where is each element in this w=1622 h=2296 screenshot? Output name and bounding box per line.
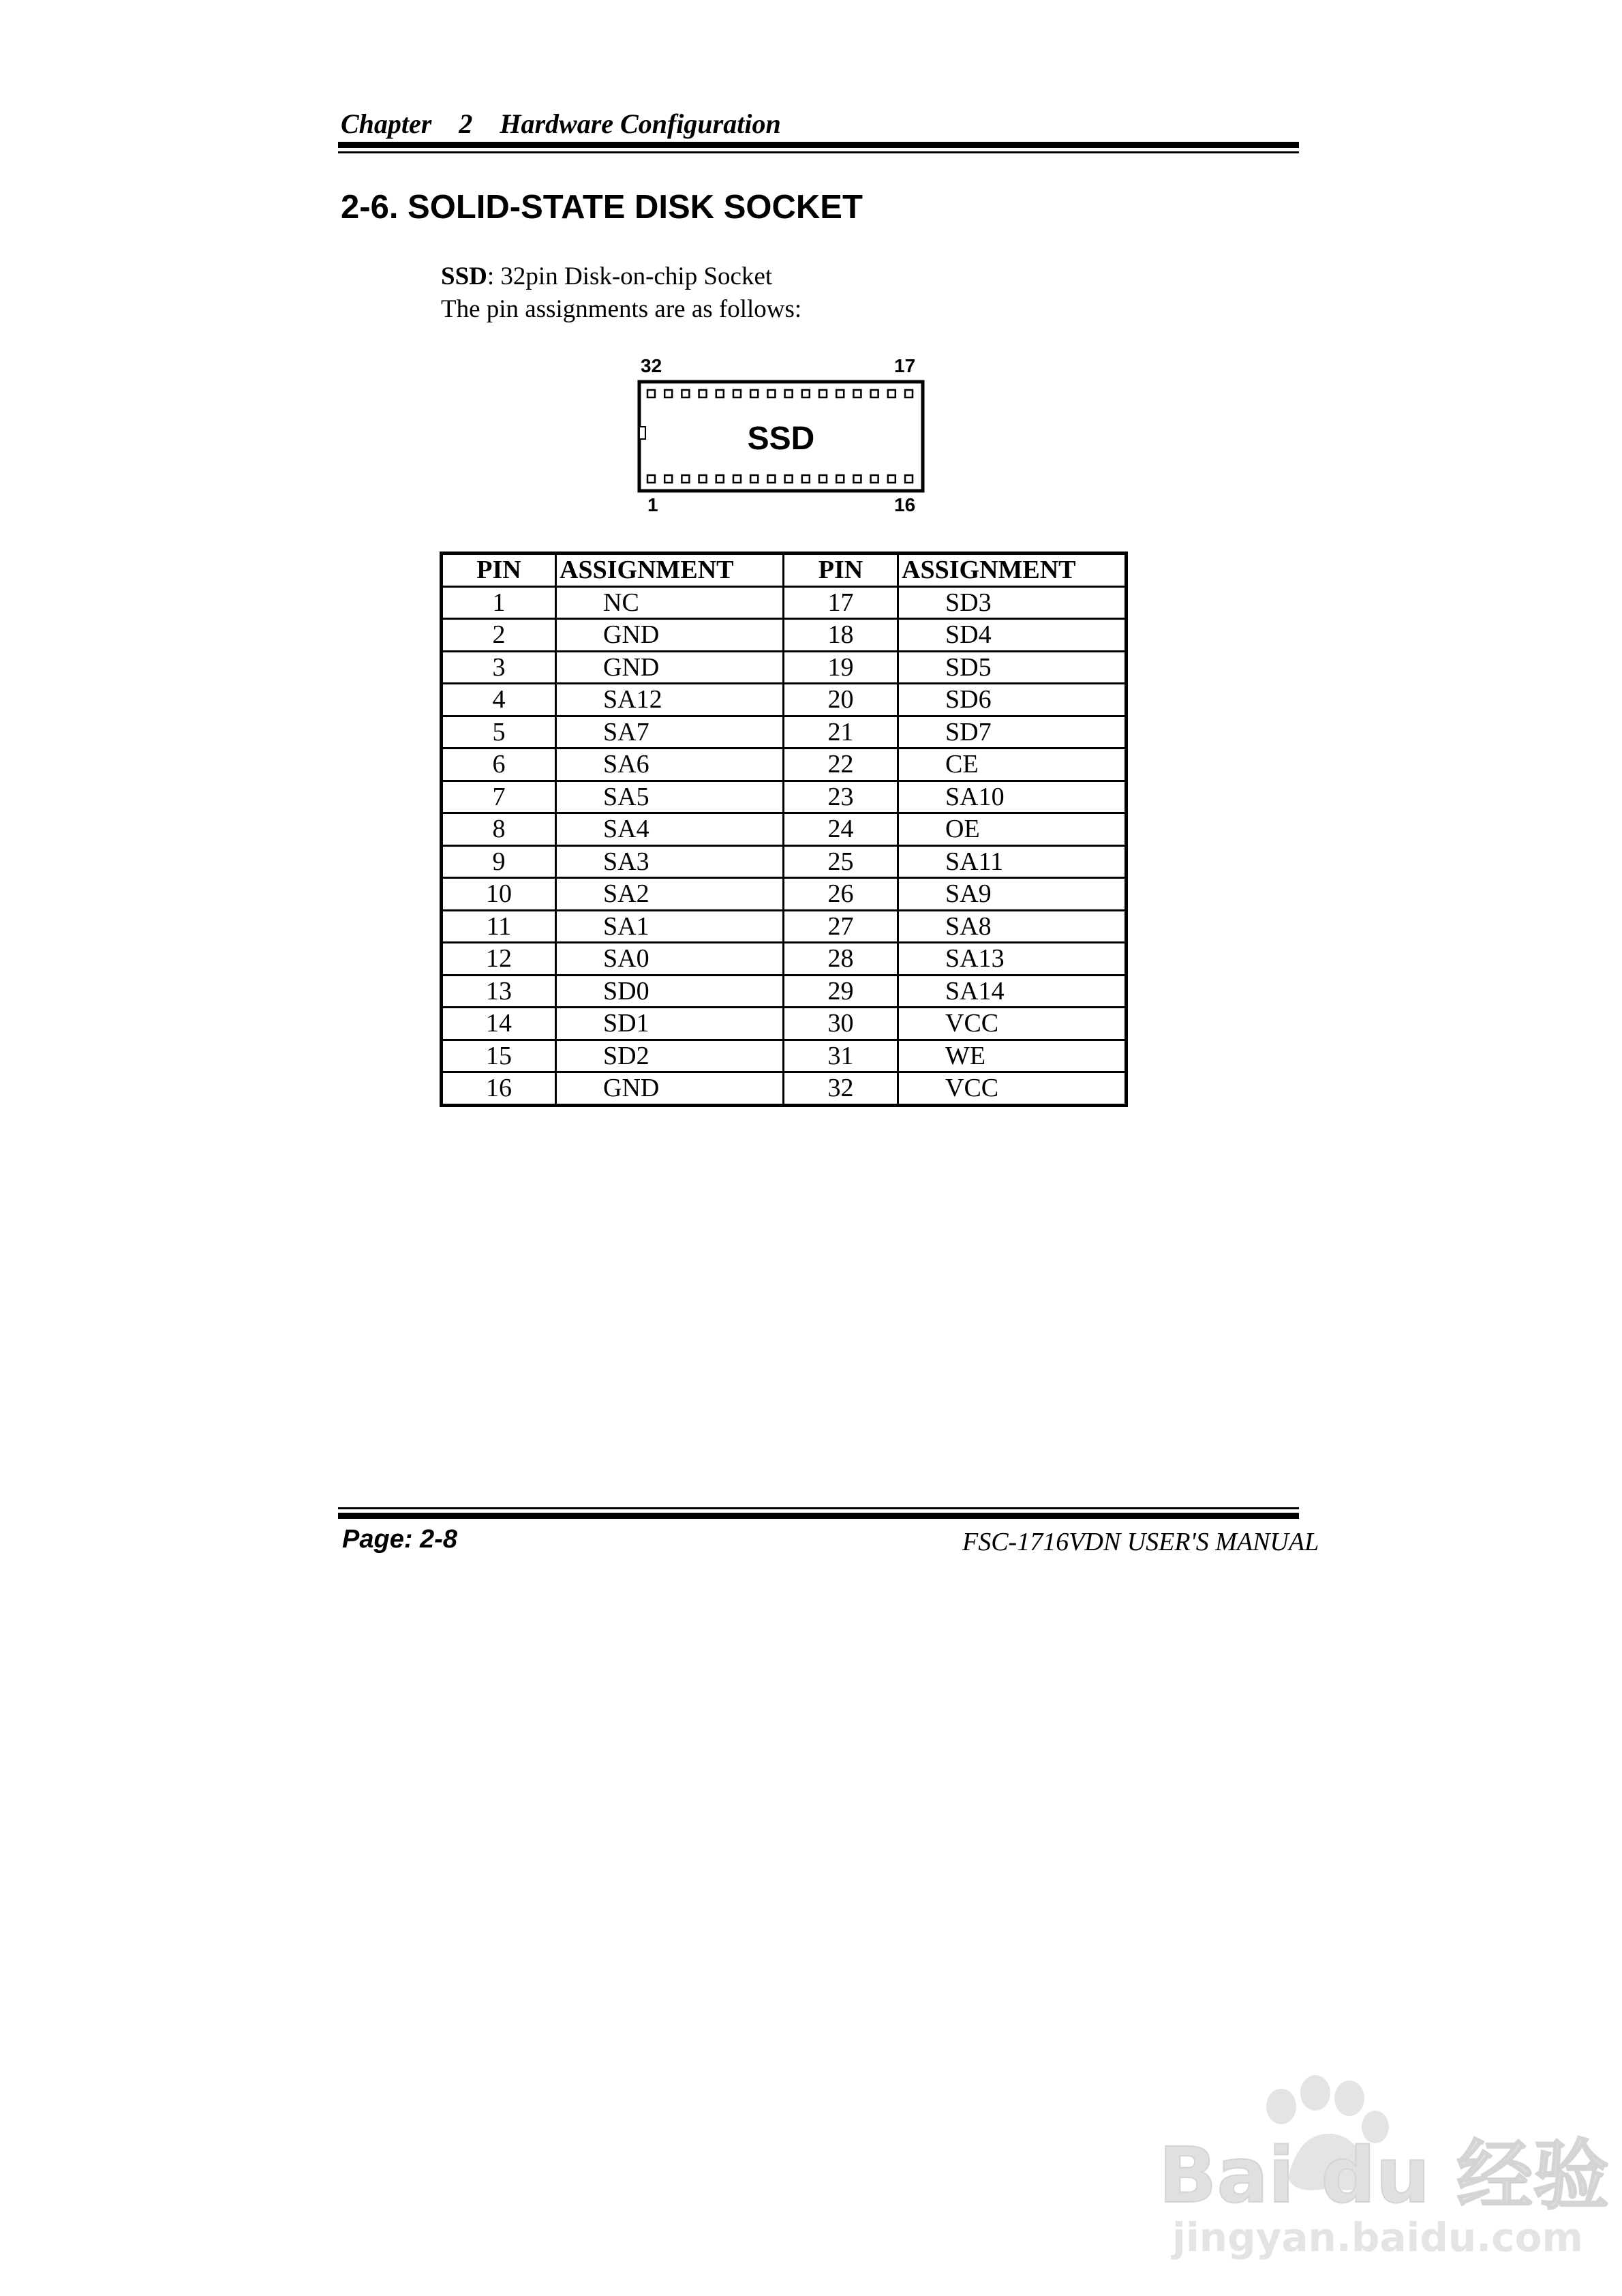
table-row — [442, 1008, 1127, 1040]
pin-number-cell: 27 — [784, 910, 898, 943]
pin-assignment-cell: SA11 — [898, 845, 1127, 878]
pin-assignment-cell: SA0 — [556, 943, 784, 976]
table-header-row — [442, 554, 1127, 587]
socket-pin-top — [767, 390, 775, 397]
table-row — [442, 878, 1127, 911]
pin-number-cell: 15 — [442, 1040, 556, 1072]
socket-pin-bottom — [888, 475, 896, 483]
pin-number-cell: 19 — [784, 651, 898, 684]
pin-number-cell: 1 — [442, 586, 556, 619]
pin-number-cell: 6 — [442, 749, 556, 781]
table-row — [442, 586, 1127, 619]
pin-number-cell: 28 — [784, 943, 898, 976]
pin-number-cell: 26 — [784, 878, 898, 911]
socket-pin-top — [750, 390, 758, 397]
pin-assignment-cell: SA9 — [898, 878, 1127, 911]
page-number: Page: 2-8 — [342, 1525, 457, 1554]
pin-number-cell: 2 — [442, 619, 556, 652]
socket-pin-bottom — [716, 475, 724, 483]
socket-pin-top — [699, 390, 707, 397]
pin-number-cell: 13 — [442, 975, 556, 1008]
pin-assignment-cell: SA6 — [556, 749, 784, 781]
pin-assignment-cell: SD1 — [556, 1008, 784, 1040]
pin-assignment-table — [440, 552, 1128, 1107]
socket-pin-top — [682, 390, 689, 397]
pin-assignment-cell: SD7 — [898, 716, 1127, 749]
pin-table-body — [442, 586, 1127, 1105]
pin-assignment-cell: SA7 — [556, 716, 784, 749]
socket-pin-bottom — [664, 475, 672, 483]
baidu-watermark — [1159, 2059, 1610, 2263]
footer-rule-thick — [338, 1513, 1299, 1519]
pin-assignment-cell: SA3 — [556, 845, 784, 878]
socket-pin-bottom — [836, 475, 844, 483]
chapter-header: Chapter 2 Hardware Configuration — [341, 108, 781, 139]
section-title: 2-6. SOLID-STATE DISK SOCKET — [341, 189, 863, 226]
pin-number-cell: 20 — [784, 684, 898, 716]
pin-assignment-cell: SD6 — [898, 684, 1127, 716]
socket-pin-bottom — [733, 475, 741, 483]
intro-line-1 — [441, 262, 772, 291]
table-row — [442, 619, 1127, 652]
socket-pin-bottom — [699, 475, 707, 483]
pin-number-cell: 18 — [784, 619, 898, 652]
socket-pin-bottom — [647, 475, 655, 483]
table-row — [442, 910, 1127, 943]
socket-pin-bottom — [767, 475, 775, 483]
pin-label-32: 32 — [641, 355, 662, 376]
pin-label-17: 17 — [894, 355, 916, 376]
pin-assignment-cell: WE — [898, 1040, 1127, 1072]
table-row — [442, 684, 1127, 716]
pin-assignment-cell: SD2 — [556, 1040, 784, 1072]
pin-assignment-cell: GND — [556, 619, 784, 652]
socket-pin-bottom — [905, 475, 913, 483]
ssd-description: : 32pin Disk-on-chip Socket — [487, 262, 773, 290]
pin-assignment-cell: NC — [556, 586, 784, 619]
table-row — [442, 845, 1127, 878]
pin-number-cell: 5 — [442, 716, 556, 749]
socket-pin-bottom — [785, 475, 793, 483]
pin-number-cell: 7 — [442, 781, 556, 813]
pin-number-cell: 30 — [784, 1008, 898, 1040]
pin-number-cell: 3 — [442, 651, 556, 684]
header-rule-thin — [338, 151, 1299, 153]
watermark-url: jingyan.baidu.com — [1172, 2214, 1583, 2261]
pin-number-cell: 17 — [784, 586, 898, 619]
ssd-chip-label: SSD — [747, 421, 815, 457]
pin-number-cell: 25 — [784, 845, 898, 878]
header-pin: PIN — [784, 554, 898, 587]
pin-assignment-cell: SA10 — [898, 781, 1127, 813]
pin-number-cell: 24 — [784, 813, 898, 846]
table-row — [442, 1040, 1127, 1072]
header-rule-thick — [338, 142, 1299, 148]
socket-pin-top — [871, 390, 878, 397]
pin-number-cell: 23 — [784, 781, 898, 813]
table-row — [442, 651, 1127, 684]
table-row — [442, 975, 1127, 1008]
table-row — [442, 781, 1127, 813]
pin-assignment-cell: SA8 — [898, 910, 1127, 943]
socket-pin-bottom — [871, 475, 878, 483]
header-assignment: ASSIGNMENT — [898, 554, 1127, 587]
pin-assignment-cell: SA1 — [556, 910, 784, 943]
footer-rule-thin — [338, 1507, 1299, 1509]
manual-title: FSC-1716VDN USER'S MANUAL — [962, 1528, 1319, 1556]
pin-assignment-cell: VCC — [898, 1072, 1127, 1106]
header-pin: PIN — [442, 554, 556, 587]
header-assignment: ASSIGNMENT — [556, 554, 784, 587]
socket-pin-top — [819, 390, 827, 397]
table-row — [442, 943, 1127, 976]
pin-number-cell: 11 — [442, 910, 556, 943]
intro-line-2: The pin assignments are as follows: — [441, 295, 802, 323]
pin-number-cell: 12 — [442, 943, 556, 976]
socket-pin-bottom — [750, 475, 758, 483]
pin-assignment-cell: VCC — [898, 1008, 1127, 1040]
pin-number-cell: 21 — [784, 716, 898, 749]
pin-assignment-cell: OE — [898, 813, 1127, 846]
ssd-term: SSD — [441, 262, 487, 290]
socket-pin-top — [853, 390, 861, 397]
socket-pin-top — [905, 390, 913, 397]
socket-pin-top — [888, 390, 896, 397]
table-row — [442, 1072, 1127, 1106]
socket-pin-top — [785, 390, 793, 397]
pin-assignment-cell: SD4 — [898, 619, 1127, 652]
pin-assignment-cell: CE — [898, 749, 1127, 781]
pin-number-cell: 8 — [442, 813, 556, 846]
pin-assignment-cell: SA2 — [556, 878, 784, 911]
socket-pin-top — [716, 390, 724, 397]
pin-assignment-cell: GND — [556, 1072, 784, 1106]
pin-assignment-cell: SD3 — [898, 586, 1127, 619]
watermark-brand: Bai du 经验 — [1159, 2132, 1610, 2220]
pin-label-1: 1 — [647, 494, 658, 515]
pin-assignment-cell: SD0 — [556, 975, 784, 1008]
socket-pin-bottom — [682, 475, 689, 483]
table-row — [442, 716, 1127, 749]
socket-pin-top — [647, 390, 655, 397]
socket-pin-top — [733, 390, 741, 397]
socket-pin-top — [836, 390, 844, 397]
pin-number-cell: 31 — [784, 1040, 898, 1072]
pin-assignment-cell: GND — [556, 651, 784, 684]
pin-number-cell: 10 — [442, 878, 556, 911]
pin-number-cell: 29 — [784, 975, 898, 1008]
ssd-socket-diagram — [613, 352, 954, 522]
socket-pin-bottom — [853, 475, 861, 483]
table-row — [442, 813, 1127, 846]
pin-assignment-cell: SA13 — [898, 943, 1127, 976]
table-row — [442, 749, 1127, 781]
pin-assignment-cell: SA12 — [556, 684, 784, 716]
pin-number-cell: 22 — [784, 749, 898, 781]
socket-pin-top — [664, 390, 672, 397]
pin-number-cell: 14 — [442, 1008, 556, 1040]
socket-pin-top — [802, 390, 810, 397]
socket-pin-bottom — [819, 475, 827, 483]
pin-assignment-cell: SA5 — [556, 781, 784, 813]
socket-pin-bottom — [802, 475, 810, 483]
pin-number-cell: 9 — [442, 845, 556, 878]
pin-assignment-cell: SA14 — [898, 975, 1127, 1008]
pin-number-cell: 16 — [442, 1072, 556, 1106]
pin-number-cell: 4 — [442, 684, 556, 716]
pin-assignment-cell: SA4 — [556, 813, 784, 846]
pin-number-cell: 32 — [784, 1072, 898, 1106]
pin-label-16: 16 — [894, 494, 916, 515]
pin-assignment-cell: SD5 — [898, 651, 1127, 684]
pin1-notch — [639, 427, 645, 439]
